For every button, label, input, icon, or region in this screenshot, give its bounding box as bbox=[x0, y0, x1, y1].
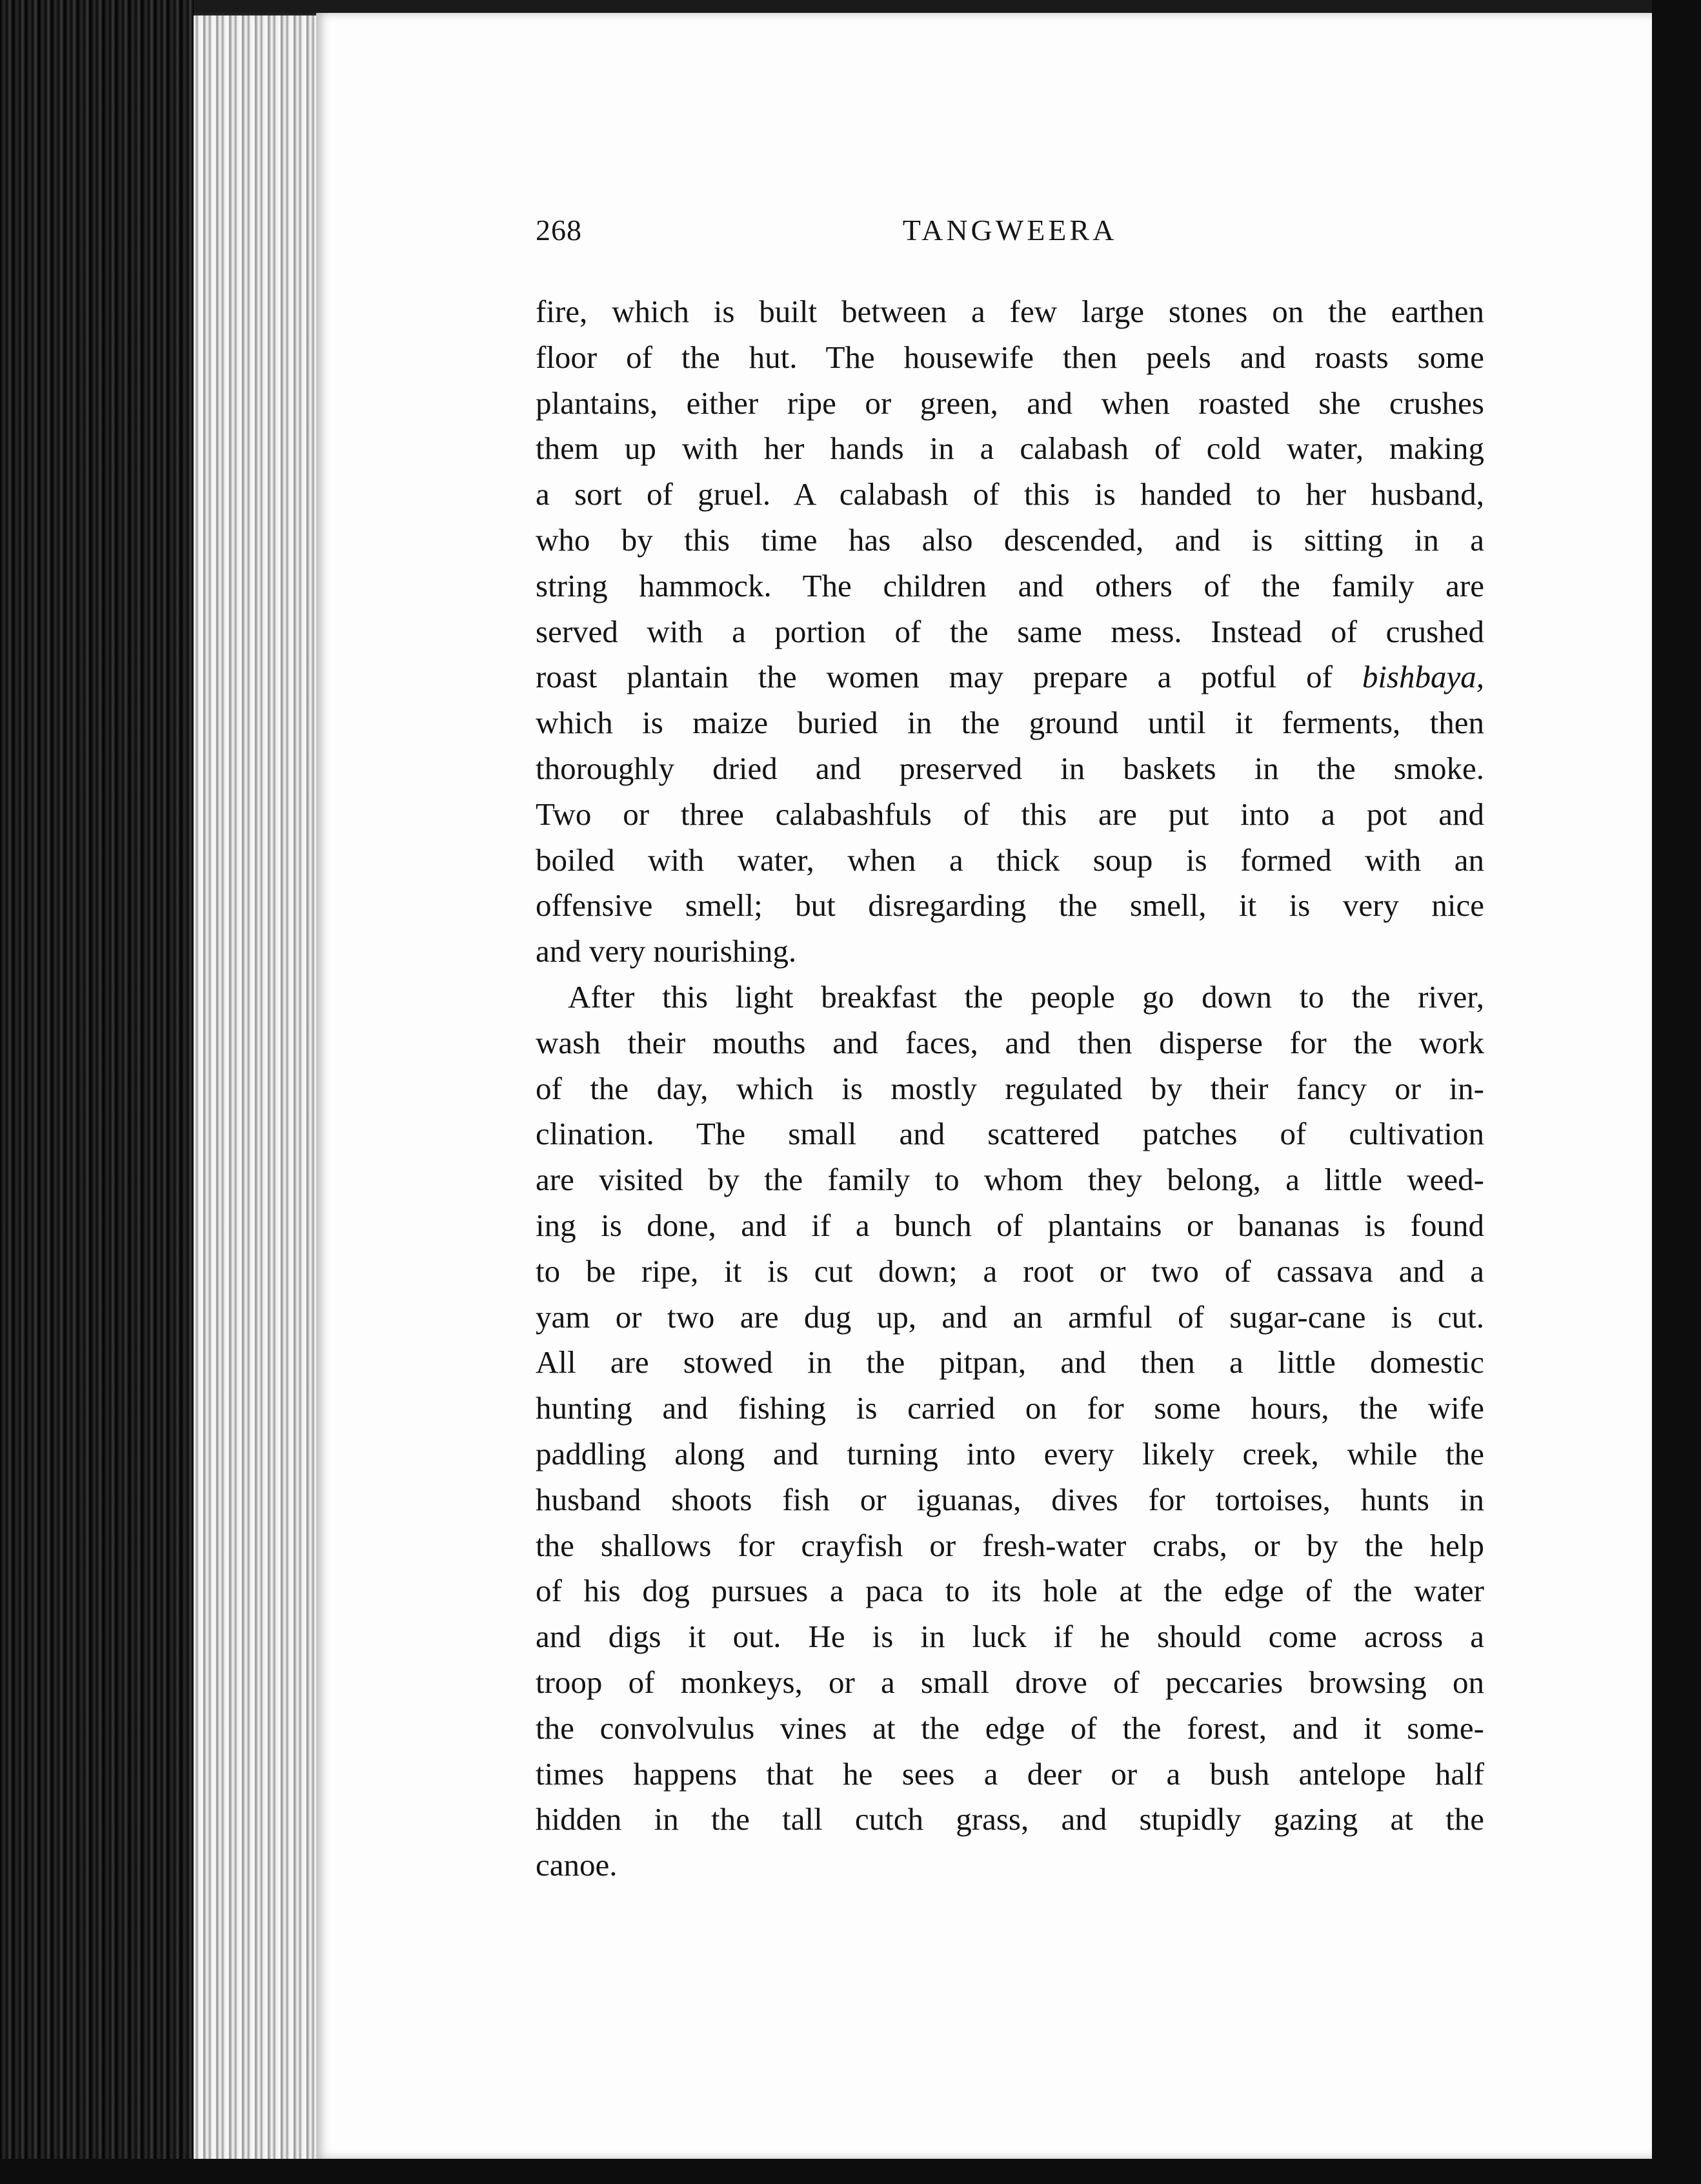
text-line: fire, which is built between a few large stones on the earthen bbox=[536, 294, 1484, 329]
text-line: husband shoots fish or iguanas, dives for tortoises, hunts in bbox=[536, 1481, 1484, 1517]
text-line: offensive smell; but disregarding the smell, it is very nice bbox=[536, 887, 1484, 924]
text-line: ing is done, and if a bunch of plantains or bananas is found bbox=[536, 1207, 1484, 1243]
text-line: them up with her hands in a calabash of cold water, making bbox=[536, 430, 1484, 467]
text-line: yam or two are dug up, and an armful of sugar-cane is cut. bbox=[536, 1299, 1484, 1335]
text-line: a sort of gruel. A calabash of this is handed to her husband, bbox=[536, 476, 1484, 512]
scan-border-right bbox=[1652, 0, 1701, 2184]
running-title: TANGWEERA bbox=[902, 214, 1118, 247]
italic-term: bishbaya, bbox=[1362, 659, 1484, 695]
page-header bbox=[536, 213, 1484, 258]
text-line: and very nourishing. bbox=[536, 933, 797, 969]
text-line: string hammock. The children and others of the family are bbox=[536, 567, 1484, 603]
text-line: hidden in the tall cutch grass, and stupidly gazing at the bbox=[536, 1801, 1484, 1837]
text-line: times happens that he sees a deer or a bush antelope half bbox=[536, 1755, 1484, 1792]
text-line: clination. The small and scattered patches of cultivation bbox=[536, 1116, 1484, 1152]
body-text bbox=[536, 289, 1484, 1888]
paragraph bbox=[536, 975, 1484, 1888]
text-line: floor of the hut. The housewife then peels and roasts some bbox=[536, 339, 1484, 375]
text-line: served with a portion of the same mess. Instead of crushed bbox=[536, 613, 1484, 649]
text-line: to be ripe, it is cut down; a root or two of cassava and a bbox=[536, 1253, 1484, 1289]
text-line: and digs it out. He is in luck if he should come across a bbox=[536, 1619, 1484, 1655]
page-number: 268 bbox=[536, 214, 582, 247]
text-line: After this light breakfast the people go down to the river, bbox=[568, 978, 1484, 1015]
text-line: of his dog pursues a paca to its hole at the edge of the water bbox=[536, 1573, 1484, 1609]
text-line: boiled with water, when a thick soup is formed with an bbox=[536, 842, 1484, 878]
text-line: All are stowed in the pitpan, and then a little domestic bbox=[536, 1344, 1484, 1380]
book-page bbox=[316, 13, 1652, 2159]
text-line: Two or three calabashfuls of this are put into a pot and bbox=[536, 796, 1484, 832]
book-binding bbox=[0, 0, 194, 2184]
text-line: of the day, which is mostly regulated by their fancy or in- bbox=[536, 1070, 1484, 1106]
text-line: roast plantain the women may prepare a potful of bishbaya, bbox=[536, 659, 1484, 695]
text-line: wash their mouths and faces, and then disperse for the work bbox=[536, 1024, 1484, 1060]
text-line: plantains, either ripe or green, and when roasted she crushes bbox=[536, 385, 1484, 421]
text-line: the shallows for crayfish or fresh-water crabs, or by the help bbox=[536, 1527, 1484, 1563]
text-line: are visited by the family to whom they belong, a little weed- bbox=[536, 1162, 1484, 1198]
text-line: who by this time has also descended, and is sitting in a bbox=[536, 521, 1484, 558]
text-line: which is maize buried in the ground until it ferments, then bbox=[536, 705, 1484, 741]
text-line: canoe. bbox=[536, 1847, 618, 1883]
text-line: paddling along and turning into every likely creek, while the bbox=[536, 1435, 1484, 1471]
text-line: hunting and fishing is carried on for some hours, the wife bbox=[536, 1390, 1484, 1426]
page-edges bbox=[194, 13, 323, 2171]
scan-border-bottom bbox=[0, 2159, 1701, 2184]
text-line: troop of monkeys, or a small drove of peccaries browsing on bbox=[536, 1664, 1484, 1700]
paragraph bbox=[536, 289, 1484, 975]
text-line: the convolvulus vines at the edge of the forest, and it some- bbox=[536, 1710, 1484, 1746]
text-line: thoroughly dried and preserved in baskets in the smoke. bbox=[536, 750, 1484, 786]
